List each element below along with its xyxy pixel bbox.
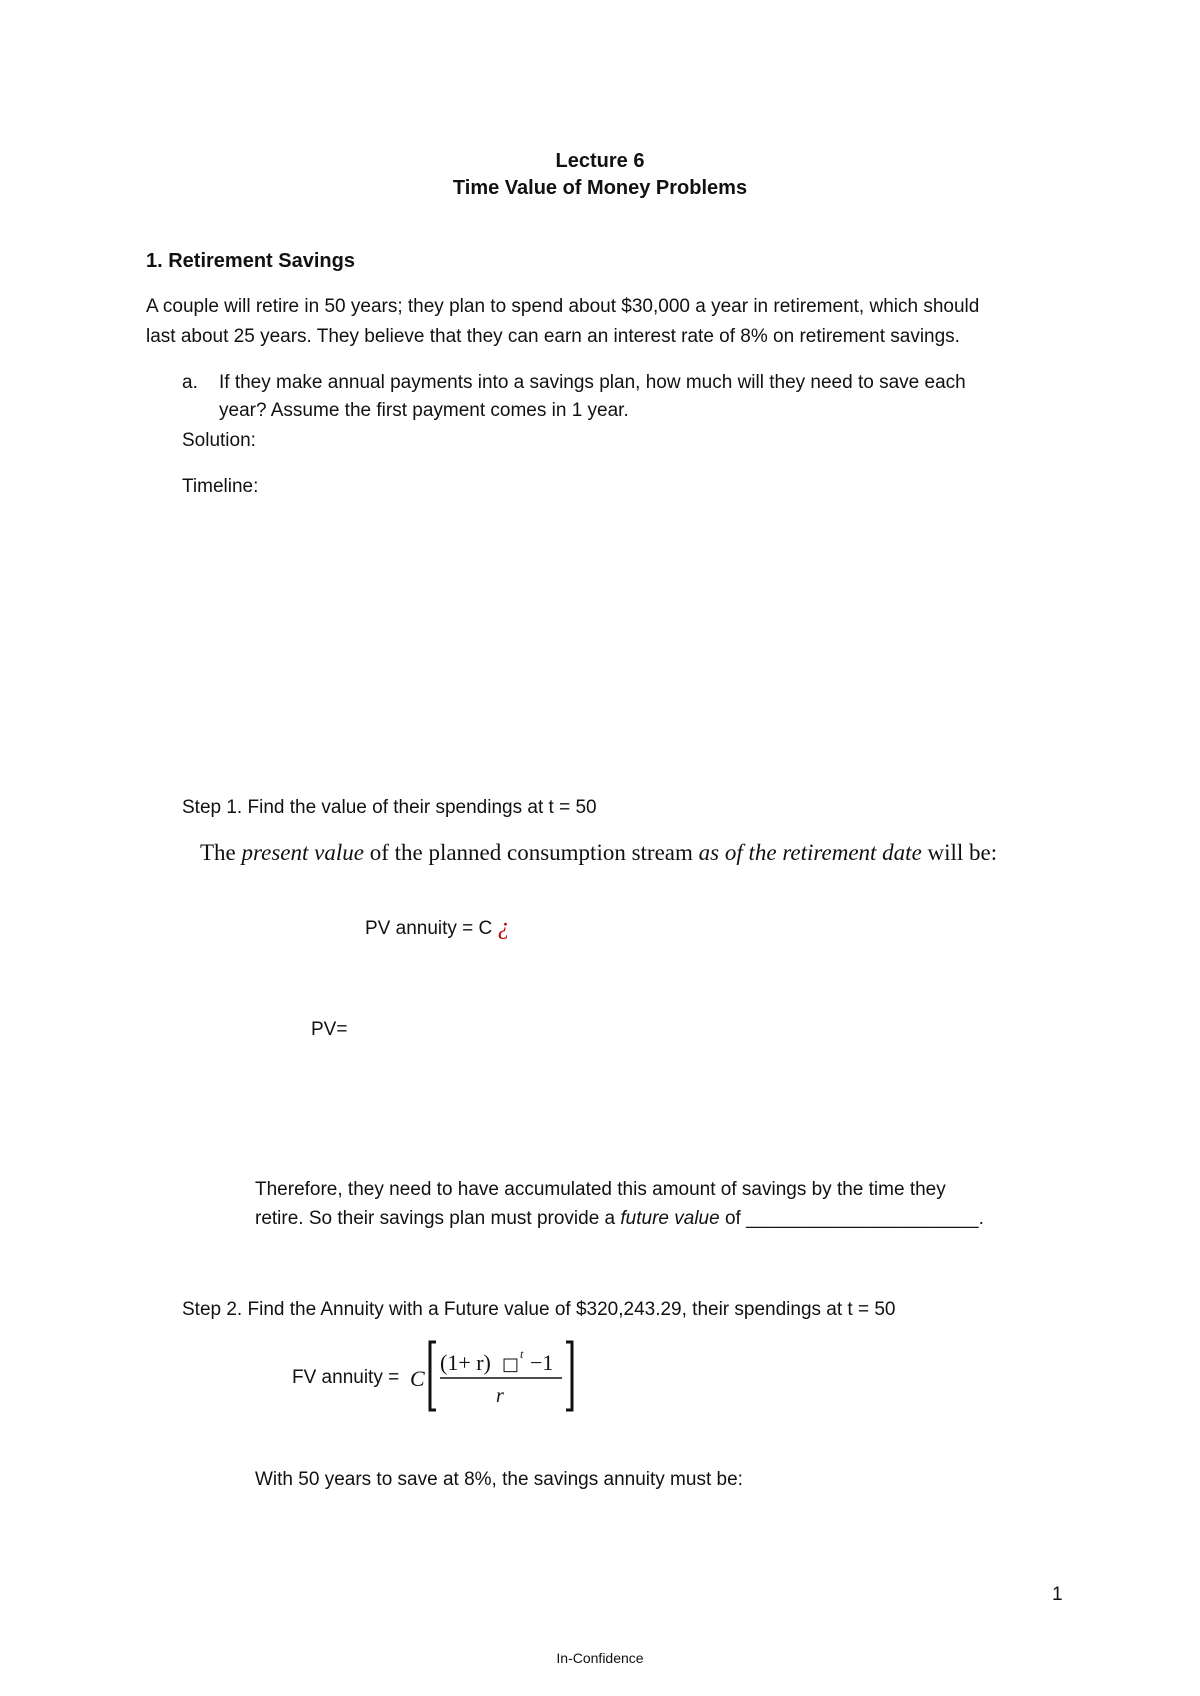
classification-footer: In-Confidence: [556, 1650, 644, 1666]
page-number: 1: [1052, 1584, 1063, 1605]
question-marker: a.: [182, 372, 198, 393]
solution-label: Solution:: [182, 430, 256, 451]
pv-sentence-part3: will be:: [921, 840, 998, 865]
fv-annuity-formula: [408, 1338, 578, 1414]
page-title: Time Value of Money Problems: [452, 177, 748, 199]
fv-left-bracket: [430, 1342, 436, 1410]
step1-label: Step 1. Find the value of their spendings at t = 50: [182, 797, 597, 818]
fv-minus-one: −1: [530, 1350, 554, 1375]
section-heading: 1. Retirement Savings: [146, 250, 355, 272]
fv-exponent: t: [520, 1347, 524, 1361]
intro-line-2: last about 25 years. They believe that they can earn an interest rate of 8% on retirement savings.: [146, 326, 960, 347]
fv-right-bracket: [566, 1342, 572, 1410]
fv-formula-C: C: [410, 1366, 425, 1391]
fv-annuity-label: FV annuity =: [292, 1367, 400, 1388]
therefore-line-2-italic: future value: [620, 1208, 720, 1229]
therefore-line-2: [255, 1209, 984, 1228]
therefore-line-2-part1: retire. So their savings plan must provide a: [255, 1208, 621, 1229]
pv-sentence-italic1: present value: [241, 840, 364, 865]
intro-line-1: A couple will retire in 50 years; they plan to spend about $30,000 a year in retirement, which should: [146, 296, 980, 317]
savings-line: With 50 years to save at 8%, the savings annuity must be:: [255, 1469, 743, 1490]
pv-annuity-formula: [365, 915, 510, 939]
fv-denominator: r: [496, 1385, 504, 1407]
therefore-line-1: Therefore, they need to have accumulated this amount of savings by the time they: [255, 1179, 946, 1200]
question-line-2: year? Assume the first payment comes in 1 year.: [219, 400, 629, 421]
pv-sentence-part1: The: [200, 840, 242, 865]
timeline-label: Timeline:: [182, 476, 259, 497]
therefore-line-2-part2: of ______________________.: [719, 1208, 984, 1229]
pv-annuity-glyph: ¿: [497, 914, 510, 940]
pv-sentence-italic2: as of the retirement date: [698, 840, 922, 865]
pv-label: PV=: [311, 1019, 348, 1040]
question-line-1: If they make annual payments into a savings plan, how much will they need to save each: [219, 372, 966, 393]
pv-annuity-label: PV annuity = C: [365, 918, 493, 939]
fv-placeholder-box: □: [502, 1354, 520, 1375]
step2-label: Step 2. Find the Annuity with a Future value of $320,243.29, their spendings at t = 50: [182, 1299, 896, 1320]
lecture-number: Lecture 6: [555, 150, 645, 172]
pv-sentence-part2: of the planned consumption stream: [363, 840, 699, 865]
pv-sentence: [200, 840, 997, 866]
fv-numerator: (1+ r): [440, 1350, 491, 1375]
